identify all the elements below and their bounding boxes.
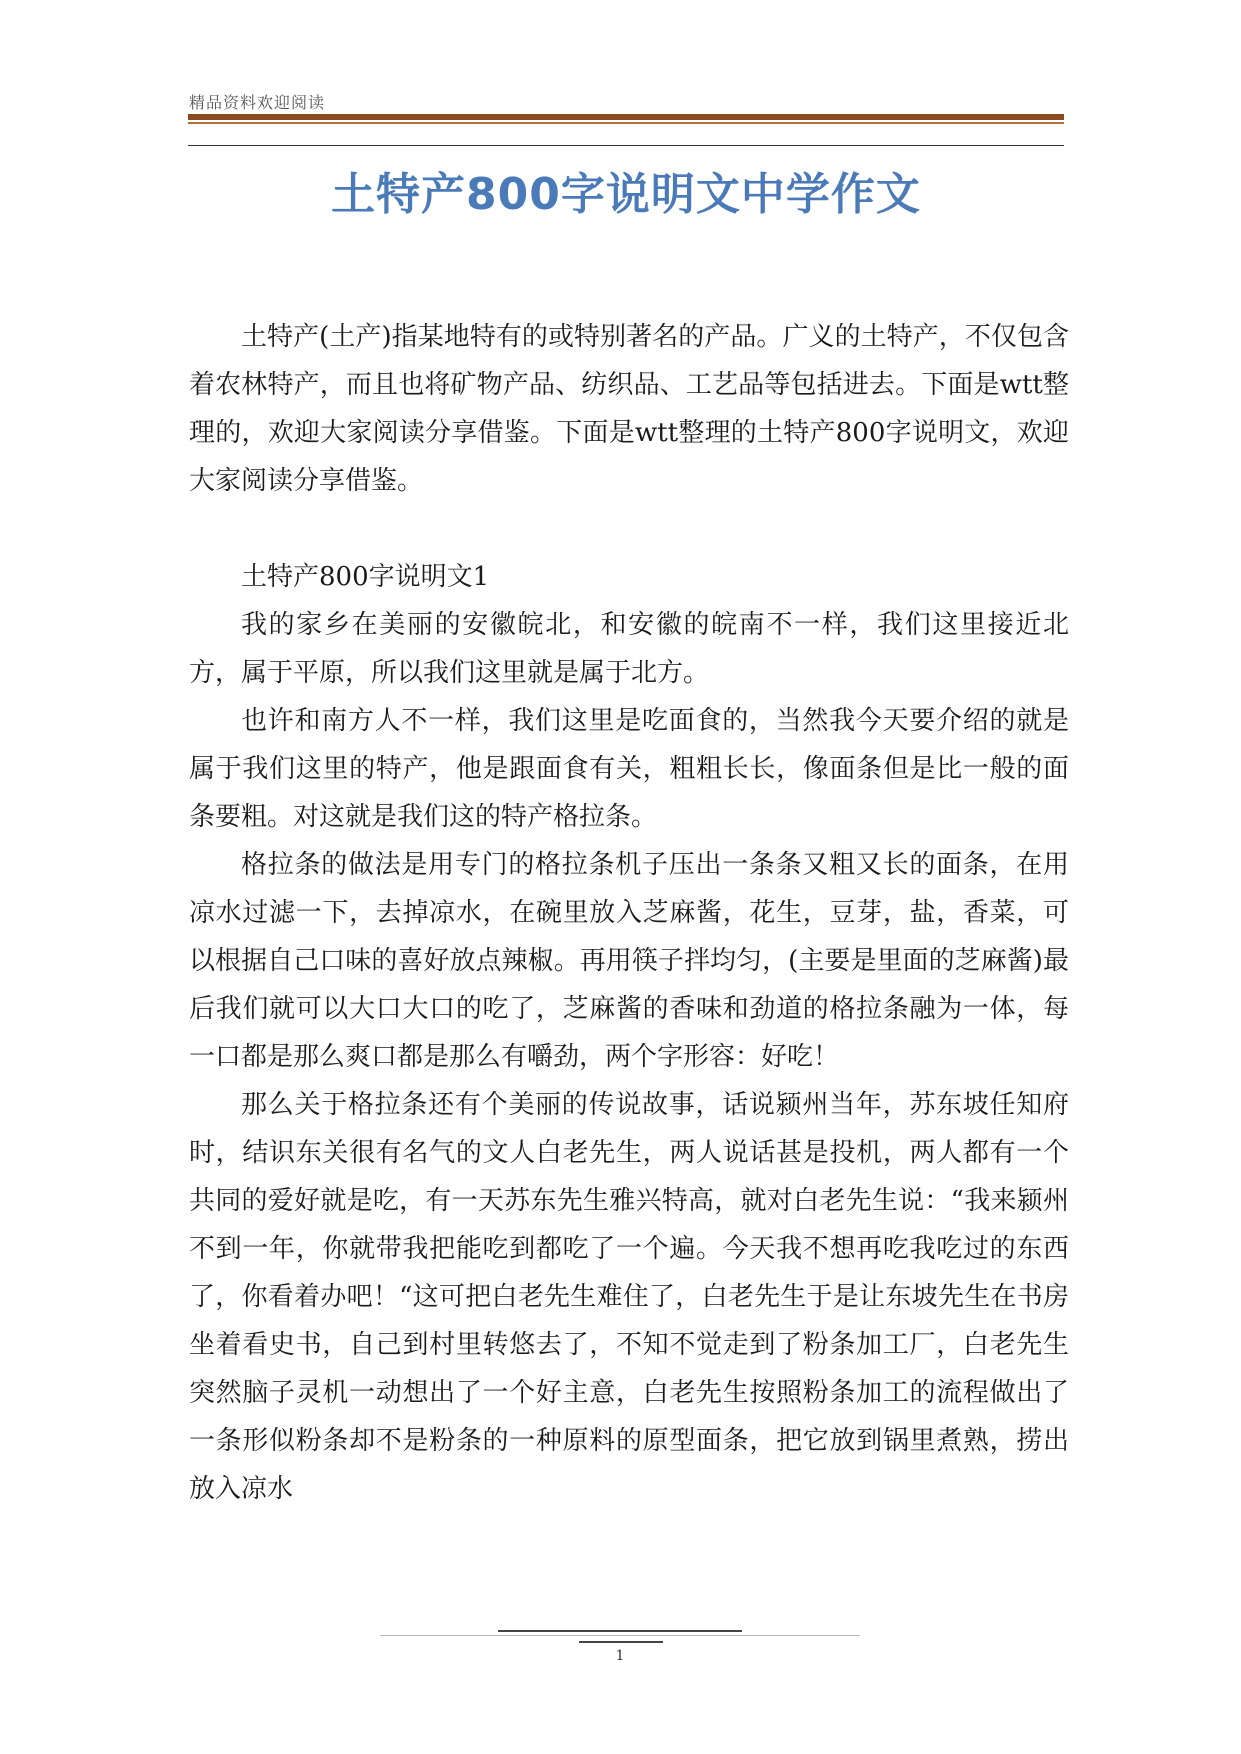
footer-rule <box>498 1630 742 1632</box>
body-paragraph: 我的家乡在美丽的安徽皖北，和安徽的皖南不一样，我们这里接近北方，属于平原，所以我们这里就是属于北方。 <box>189 610 1069 688</box>
document-title: 土特产800字说明文中学作文 <box>331 169 921 220</box>
header-rule-thin <box>188 122 1064 124</box>
footer-rule <box>579 1641 663 1643</box>
header-rule-black <box>188 145 1064 146</box>
footer-rule <box>380 1635 860 1636</box>
header-rule-thick <box>188 114 1064 120</box>
page-number: 1 <box>615 1648 625 1664</box>
paragraph-gap <box>189 505 1069 553</box>
header-label: 精品资料欢迎阅读 <box>189 93 326 112</box>
intro-paragraph: 土特产(土产)指某地特有的或特别著名的产品。广义的土特产，不仅包含着农林特产，而且也将矿物产品、纺织品、工艺品等包括进去。下面是wtt整理的，欢迎大家阅读分享借鉴。下面是wtt整理的土特产800字说明文，欢迎大家阅读分享借鉴。 <box>189 322 1069 496</box>
section-heading: 土特产800字说明文1 <box>241 562 490 592</box>
body-paragraph: 那么关于格拉条还有个美丽的传说故事，话说颍州当年，苏东坡任知府时，结识东关很有名气的文人白老先生，两人说话甚是投机，两人都有一个共同的爱好就是吃，有一天苏东先生雅兴特高，就对白老先生说：“我来颍州不到一年，你就带我把能吃到都吃了一个遍。今天我不想再吃我吃过的东西了，你看着办吧！“这可把白老先生难住了，白老先生于是让东坡先生在书房坐着看史书，自己到村里转悠去了，不知不觉走到了粉条加工厂，白老先生突然脑子灵机一动想出了一个好主意，白老先生按照粉条加工的流程做出了一条形似粉条却不是粉条的一种原料的原型面条，把它放到锅里煮熟，捞出放入凉水 <box>189 1090 1069 1504</box>
body-paragraph: 也许和南方人不一样，我们这里是吃面食的，当然我今天要介绍的就是属于我们这里的特产，他是跟面食有关，粗粗长长，像面条但是比一般的面条要粗。对这就是我们这的特产格拉条。 <box>189 706 1069 832</box>
body-paragraph: 格拉条的做法是用专门的格拉条机子压出一条条又粗又长的面条，在用凉水过滤一下，去掉凉水，在碗里放入芝麻酱，花生，豆芽，盐，香菜，可以根据自己口味的喜好放点辣椒。再用筷子拌均匀，(主要是里面的芝麻酱)最后我们就可以大口大口的吃了，芝麻酱的香味和劲道的格拉条融为一体，每一口都是那么爽口都是那么有嚼劲，两个字形容：好吃！ <box>189 850 1069 1072</box>
document-body <box>189 313 1069 1513</box>
